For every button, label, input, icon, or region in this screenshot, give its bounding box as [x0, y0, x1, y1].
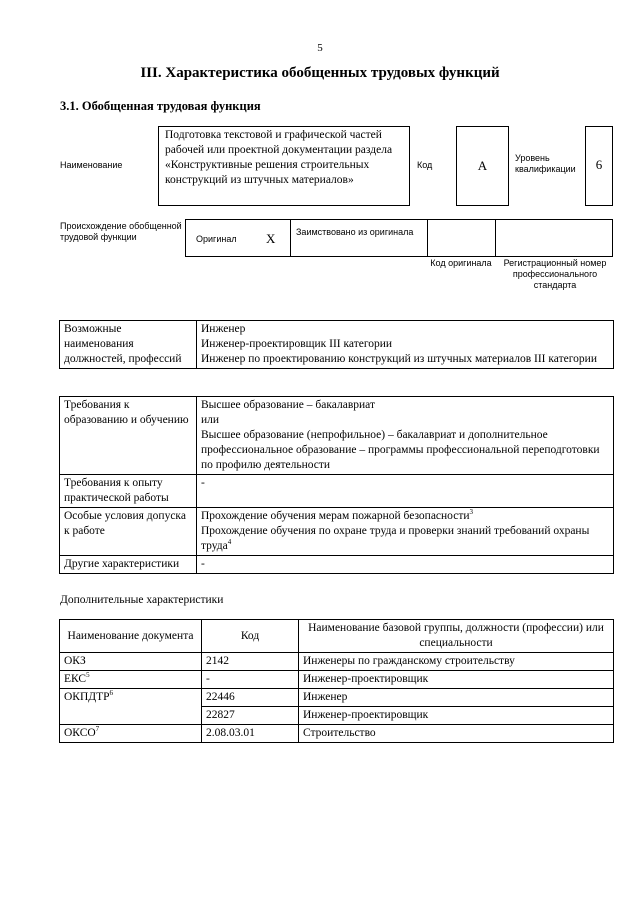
origin-label: Происхождение обобщенной трудовой функции [60, 221, 182, 242]
positions-table [59, 320, 614, 369]
table-row [60, 397, 614, 475]
name-cell: Инженер-проектировщик [299, 707, 614, 725]
section-title: III. Характеристика обобщенных трудовых функций [140, 65, 500, 81]
borrowed-label: Заимствовано из оригинала [296, 227, 414, 237]
name-cell: Инженер [299, 689, 614, 707]
footnote-ref: 4 [227, 538, 232, 546]
footnote-ref: 7 [95, 725, 100, 733]
code-label: Код [417, 160, 433, 170]
positions-label: Возможные наименования должностей, профессий [60, 321, 197, 369]
extra-table [59, 619, 614, 743]
name-cell: Инженер-проектировщик [299, 671, 614, 689]
subsection-title: 3.1. Обобщенная трудовая функция [60, 99, 261, 113]
table-row [60, 321, 614, 369]
level-value-box [585, 126, 613, 206]
table-row [60, 653, 614, 671]
name-label: Наименование [60, 160, 123, 170]
requirement-label: Требования к опыту практической работы [60, 475, 197, 508]
doc-cell [60, 653, 202, 671]
doc-name: ОКЗ [64, 655, 86, 667]
doc-name: ЕКС [64, 673, 87, 685]
footnote-ref: 3 [469, 508, 474, 516]
code-cell: 2.08.03.01 [202, 725, 299, 743]
code-original-caption: Код оригинала [430, 258, 492, 268]
level-value: 6 [595, 157, 603, 172]
position-line: Инженер-проектировщик III категории [201, 338, 393, 350]
requirement-line-text: Прохождение обучения по охране труда и проверки знаний требований охраны труда [201, 525, 590, 552]
header-cell: Наименование базовой группы, должности (профессии) или специальности [299, 620, 614, 653]
header-cell: Код [202, 620, 299, 653]
table-row [60, 556, 614, 574]
footnote-ref: 5 [86, 671, 90, 679]
requirement-value: - [197, 556, 614, 574]
doc-cell [60, 725, 202, 743]
requirement-label: Требования к образованию и обучению [60, 397, 197, 475]
code-cell: 22446 [202, 689, 299, 707]
origin-divider [290, 220, 291, 256]
requirement-value [197, 508, 614, 556]
extra-title: Дополнительные характеристики [60, 594, 224, 606]
page-number: 5 [317, 42, 323, 54]
origin-box [185, 219, 613, 257]
name-value: Подготовка текстовой и графической частей рабочей или проектной документации раздела «Конструктивные решения строительных конструкций из штучных материалов» [165, 129, 393, 186]
original-mark: X [266, 231, 276, 246]
table-row [60, 725, 614, 743]
table-row [60, 689, 614, 707]
name-value-box [158, 126, 410, 206]
reg-number-caption: Регистрационный номер профессионального стандарта [503, 258, 607, 290]
doc-name: ОКСО [64, 727, 96, 739]
origin-divider [427, 220, 428, 256]
positions-value [197, 321, 614, 369]
position-line: Инженер [201, 323, 246, 335]
code-cell: 22827 [202, 707, 299, 725]
requirement-value: - [197, 475, 614, 508]
doc-cell [60, 689, 202, 725]
requirement-value: Высшее образование – бакалавриат или Высшее образование (непрофильное) – бакалавриат и дополнительное профессиональное образование – программы профессиональной переподготовки по профилю деятельности [197, 397, 614, 475]
footnote-ref: 6 [109, 689, 114, 697]
table-header-row [60, 620, 614, 653]
table-row [60, 671, 614, 689]
doc-cell [60, 671, 202, 689]
requirement-line [201, 524, 609, 554]
requirement-line-text: Прохождение обучения мерам пожарной безопасности [201, 510, 470, 522]
header-cell: Наименование документа [60, 620, 202, 653]
doc-name: ОКПДТР [64, 691, 110, 703]
code-value: А [477, 158, 488, 173]
requirement-label: Особые условия допуска к работе [60, 508, 197, 556]
original-label: Оригинал [196, 234, 237, 244]
code-cell: - [202, 671, 299, 689]
level-label: Уровень квалификации [515, 153, 576, 174]
name-cell: Строительство [299, 725, 614, 743]
requirements-table [59, 396, 614, 574]
table-row [60, 475, 614, 508]
origin-divider [495, 220, 496, 256]
requirement-label: Другие характеристики [60, 556, 197, 574]
position-line: Инженер по проектированию конструкций из штучных материалов III категории [201, 353, 597, 365]
code-cell: 2142 [202, 653, 299, 671]
requirement-line [201, 509, 609, 524]
table-row [60, 508, 614, 556]
code-value-box [456, 126, 509, 206]
name-cell: Инженеры по гражданскому строительству [299, 653, 614, 671]
